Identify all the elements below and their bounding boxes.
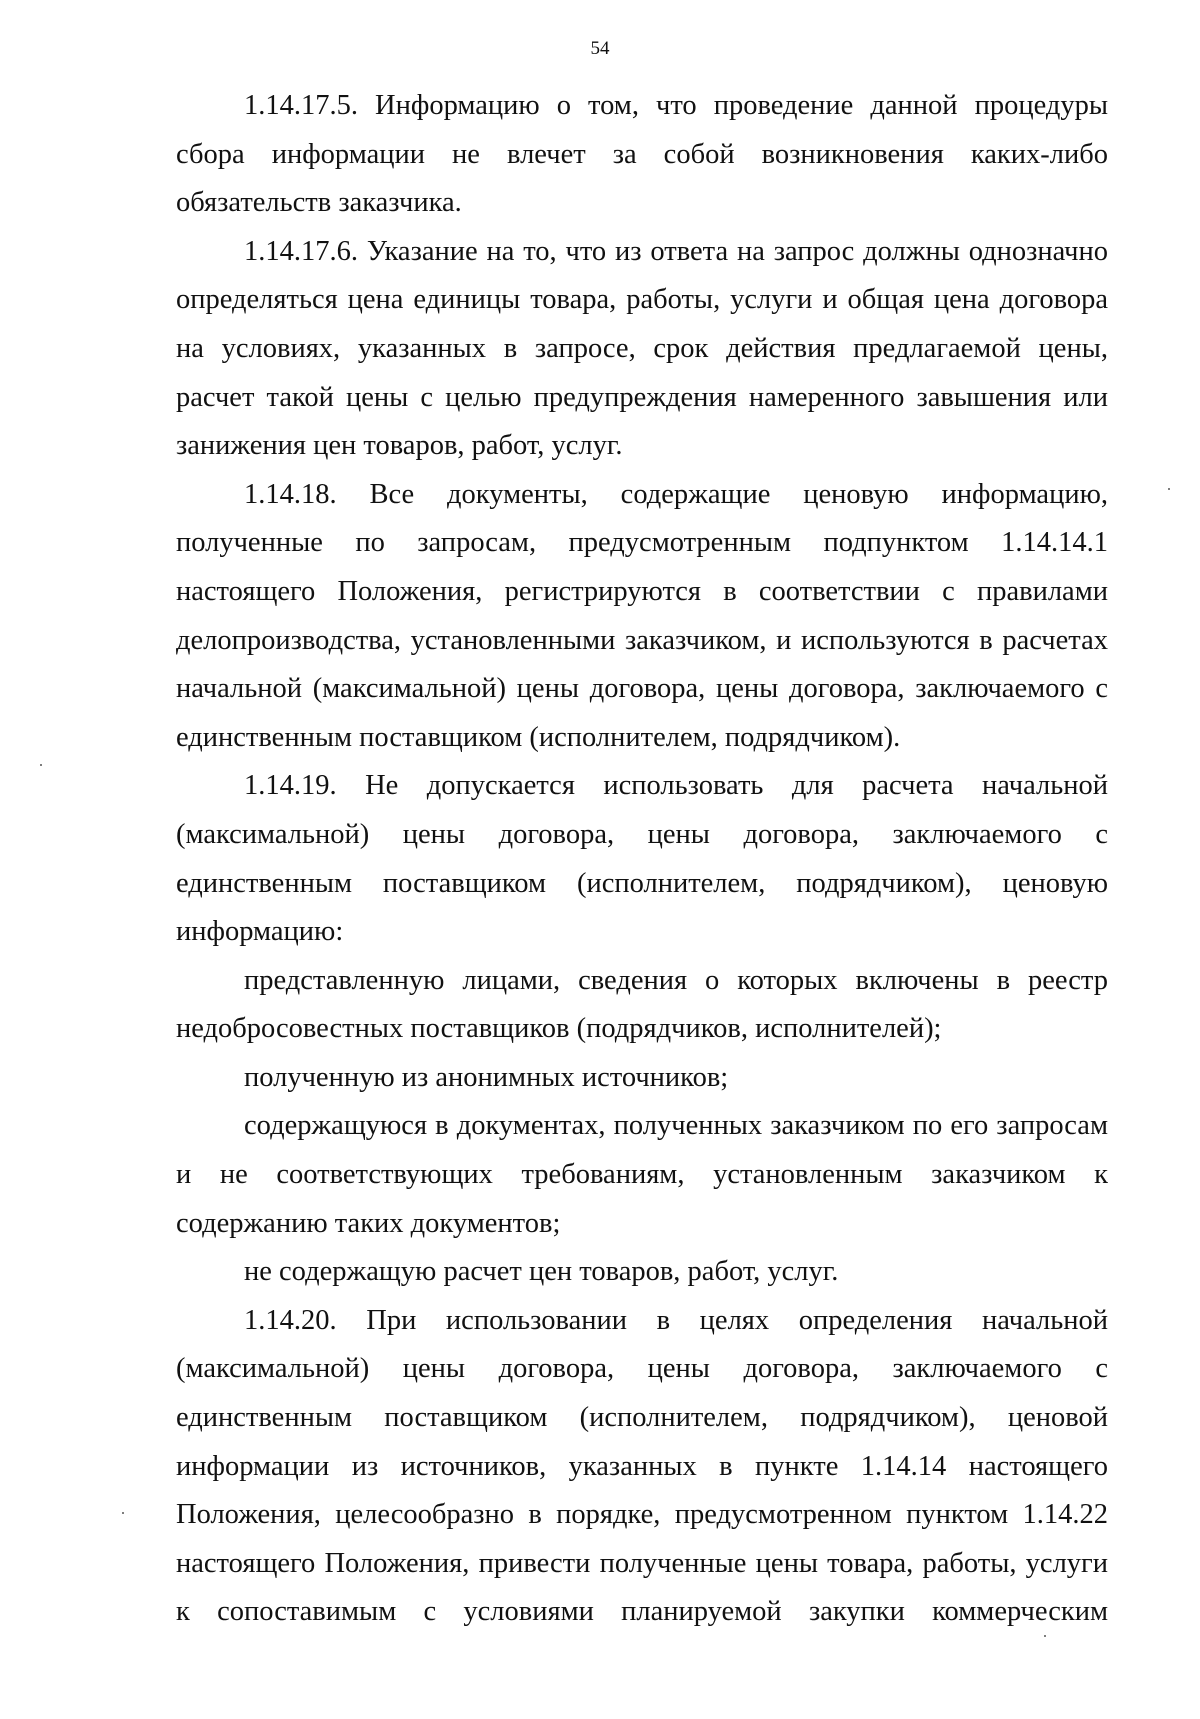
paragraph-1-14-19: 1.14.19. Не допускается использовать для расчета начальной (максимальной) цены договора, цены договора, заключаемого с единственным поставщиком (исполнителем, подрядчиком), ценовую информацию: bbox=[176, 770, 1108, 948]
document-body bbox=[176, 82, 1108, 1637]
scan-speck bbox=[122, 1512, 124, 1514]
list-item-noncompliant-documents: содержащуюся в документах, полученных заказчиком по его запросам и не соответствующих требованиям, установленным заказчиком к содержанию таких документов; bbox=[176, 1110, 1108, 1239]
list-item-anonymous-sources: полученную из анонимных источников; bbox=[244, 1061, 729, 1093]
paragraph-1-14-20: 1.14.20. При использовании в целях определения начальной (максимальной) цены договора, цены договора, заключаемого с единственным поставщиком (исполнителем, подрядчиком), ценовой информации из источников, указанных в пункте 1.14.14 настоящего Положения, целесообразно в порядке, предусмотренном пунктом 1.14.22 настоящего Положения, привести полученные цены товара, работы, услуги к сопоставимым с условиями планируемой закупки коммерческим bbox=[176, 1304, 1108, 1628]
paragraph-1-14-17-5: 1.14.17.5. Информацию о том, что проведение данной процедуры сбора информации не влечет за собой возникновения каких-либо обязательств заказчика. bbox=[176, 90, 1108, 219]
paragraph-1-14-17-6: 1.14.17.6. Указание на то, что из ответа на запрос должны однозначно определяться цена единицы товара, работы, услуги и общая цена договора на условиях, указанных в запросе, срок действия предлагаемой цены, расчет такой цены с целью предупреждения намеренного завышения или занижения цен товаров, работ, услуг. bbox=[176, 235, 1108, 462]
page-number: 54 bbox=[590, 38, 610, 59]
list-item-no-price-calculation: не содержащую расчет цен товаров, работ, услуг. bbox=[244, 1256, 839, 1288]
list-item-unscrupulous-suppliers: представленную лицами, сведения о которых включены в реестр недобросовестных поставщиков (подрядчиков, исполнителей); bbox=[176, 964, 1108, 1045]
scan-speck bbox=[1168, 488, 1170, 490]
paragraph-1-14-18: 1.14.18. Все документы, содержащие ценовую информацию, полученные по запросам, предусмотренным подпунктом 1.14.14.1 настоящего Положения, регистрируются в соответствии с правилами делопроизводства, установленными заказчиком, и используются в расчетах начальной (максимальной) цены договора, цены договора, заключаемого с единственным поставщиком (исполнителем, подрядчиком). bbox=[176, 478, 1108, 753]
scan-speck bbox=[40, 764, 42, 766]
scan-speck bbox=[1044, 1635, 1046, 1637]
